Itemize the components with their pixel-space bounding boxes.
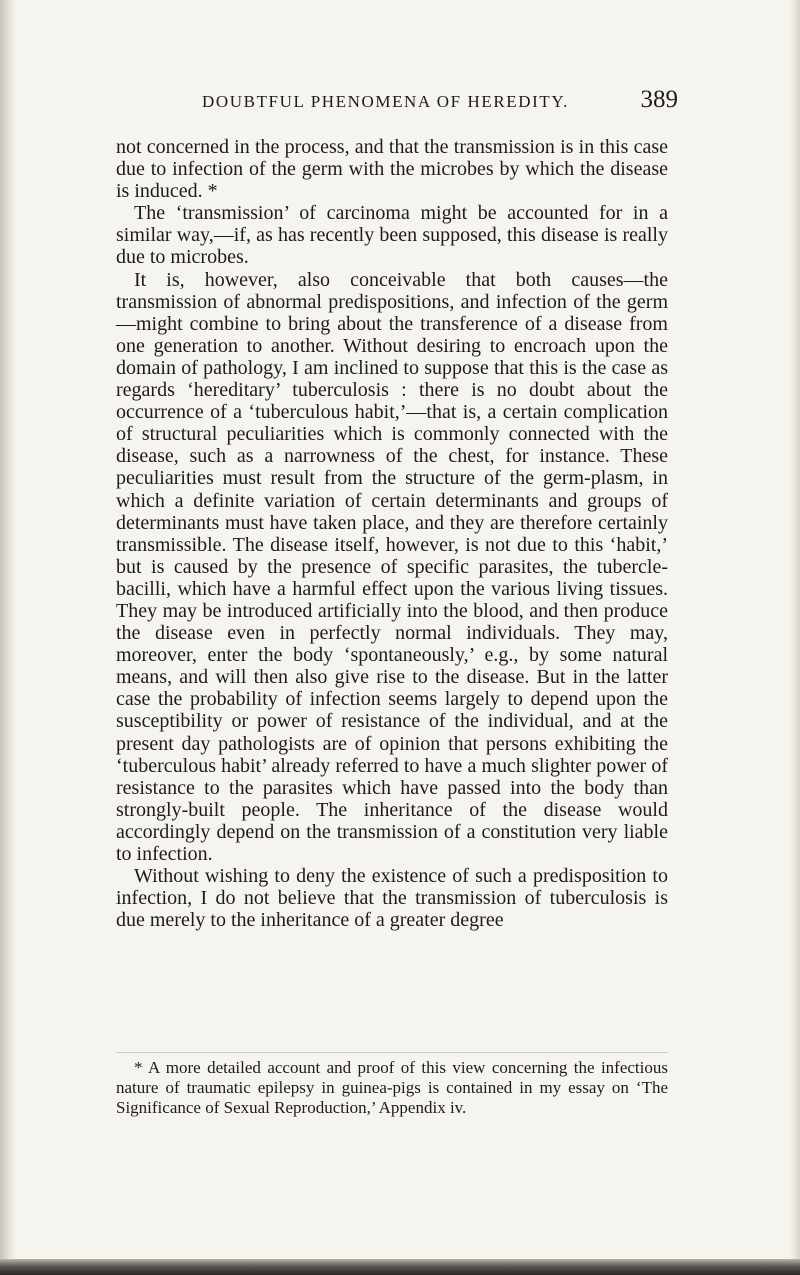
- running-head: [112, 86, 678, 126]
- body-text: [116, 136, 668, 931]
- paragraph-predisposition: Without wishing to deny the existence of such a predisposition to infection, I do not believe that the transmission of tuberculosis is due merely to the inheritance of a greater degree: [116, 865, 668, 932]
- paragraph-continuation: not concerned in the process, and that the transmission is in this case due to infection of the germ with the microbes by which the disease is induced. *: [116, 136, 668, 203]
- paragraph-carcinoma: The ‘transmission’ of carcinoma might be accounted for in a similar way,—if, as has recently been supposed, this disease is really due to microbes.: [116, 202, 668, 269]
- running-title: DOUBTFUL PHENOMENA OF HEREDITY.: [202, 92, 569, 111]
- page-gutter-shadow: [0, 0, 16, 1275]
- page-number: 389: [640, 86, 678, 113]
- scan-bottom-edge: [0, 1259, 800, 1275]
- paragraph-tuberculosis: It is, however, also conceivable that both causes—the transmission of abnormal predispositions, and infection of the germ—might combine to bring about the transference of a disease from one generation to another. Without desiring to encroach upon the domain of pathology, I am inclined to suppose that this is the case as regards ‘hereditary’ tuberculosis : there is no doubt about the occurrence of a ‘tuberculous habit,’—that is, a certain complication of structural peculiarities which is commonly connected with the disease, such as a narrowness of the chest, for instance. These peculiarities must result from the structure of the germ-plasm, in which a definite variation of certain determinants and groups of determinants must have taken place, and they are therefore certainly transmissible. The disease itself, however, is not due to this ‘habit,’ but is caused by the presence of specific parasites, the tubercle-bacilli, which have a harmful effect upon the various living tissues. They may be introduced artificially into the blood, and then produce the disease even in perfectly normal individuals. They may, moreover, enter the body ‘spontaneously,’ e.g., by some natural means, and will then also give rise to the disease. But in the latter case the probability of infection seems largely to depend upon the susceptibility or power of resistance of the individual, and at the present day pathologists are of opinion that persons exhibiting the ‘tuberculous habit’ already referred to have a much slighter power of resistance to the parasites which have passed into the body than strongly-built people. The inheritance of the disease would accordingly depend on the transmission of a constitution very liable to infection.: [116, 268, 668, 865]
- footnote-separator: [116, 1052, 668, 1053]
- footnote: * A more detailed account and proof of this view concerning the infectious nature of traumatic epilepsy in guinea-pigs is contained in my essay on ‘The Significance of Sexual Reproduction,’ Appendix iv.: [116, 1058, 668, 1117]
- page-edge-shadow: [790, 0, 800, 1275]
